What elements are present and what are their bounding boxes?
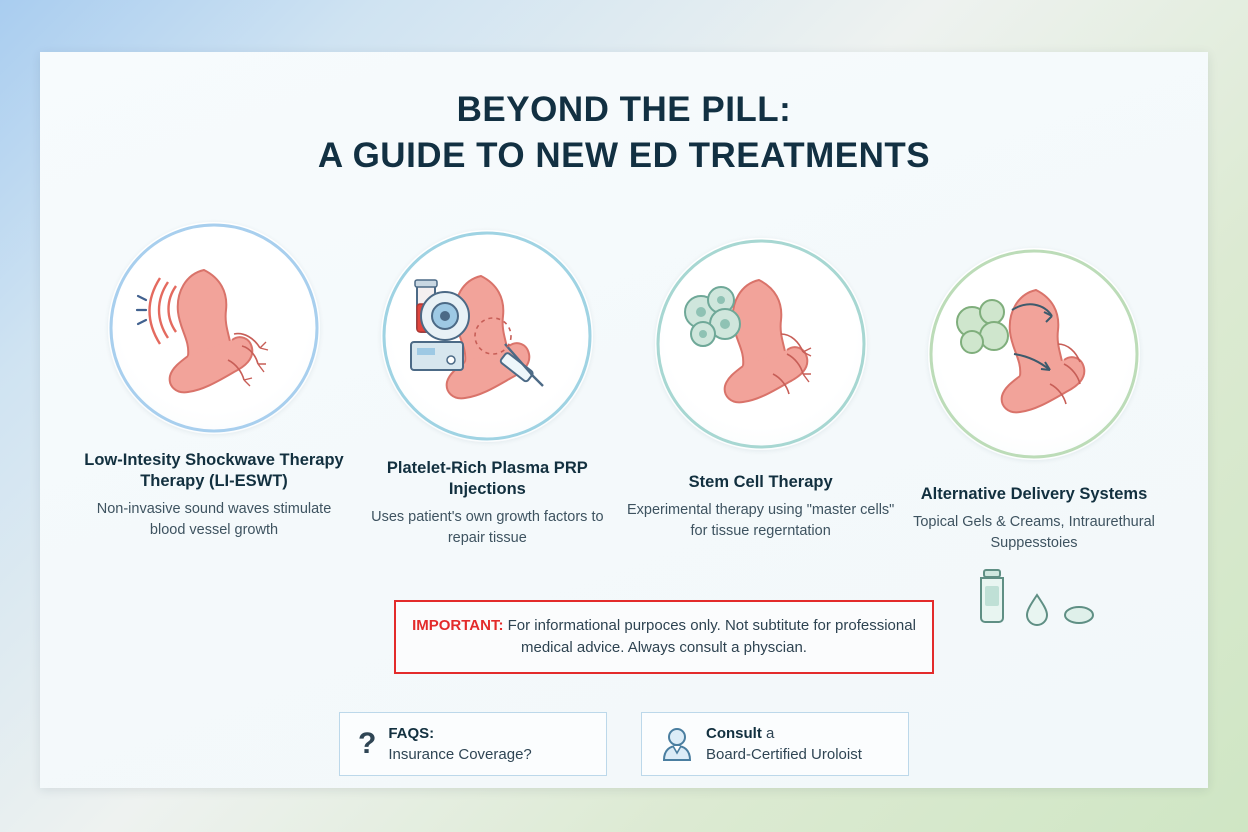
card-title: Alternative Delivery Systems	[920, 485, 1148, 503]
treatment-cards	[40, 222, 1208, 626]
footer-links	[40, 712, 1208, 776]
gel-drop-icon	[1024, 592, 1050, 626]
card-title: Platelet-Rich Plasma PRP Injections	[386, 459, 588, 498]
faq-label: FAQS:	[388, 725, 435, 742]
disclaimer-body: For informational purpoces only. Not subtitute for professional medical advice. Always consult a physcian.	[503, 617, 916, 656]
prp-injection-icon	[381, 230, 593, 442]
consult-subtext: Board-Certified Uroloist	[706, 746, 862, 763]
faq-text	[388, 723, 531, 765]
card-title: Low-Intesity Shockwave Therapy Therapy (LI-ESWT)	[84, 451, 344, 490]
card-illustration-circle	[655, 238, 867, 450]
disclaimer-label: IMPORTANT:	[412, 617, 504, 634]
card-illustration-circle	[381, 230, 593, 442]
card-illustration-circle	[108, 222, 320, 434]
title-line-2: A GUIDE TO NEW ED TREATMENTS	[317, 136, 931, 175]
title-line-1: BEYOND THE PILL:	[456, 90, 792, 129]
disclaimer-text	[396, 615, 932, 659]
stem-cell-icon	[655, 238, 867, 450]
consult-label-rest: a	[761, 725, 775, 742]
cream-tube-icon	[972, 568, 1012, 626]
card-description: Non-invasive sound waves stimulate blood vessel growth	[96, 501, 332, 538]
infographic-poster	[40, 52, 1208, 788]
card-description: Topical Gels & Creams, Intraurethural Suppesstoies	[913, 514, 1155, 551]
shockwave-anatomy-icon	[108, 222, 320, 434]
card-stem-cell-therapy	[627, 222, 895, 626]
card-description: Experimental therapy using "master cells" for tissue regerntation	[626, 502, 895, 539]
card-illustration-circle	[928, 248, 1140, 460]
suppository-tablet-icon	[1062, 604, 1096, 626]
doctor-icon	[660, 726, 694, 762]
important-disclaimer	[394, 600, 934, 674]
card-shockwave-therapy	[80, 222, 348, 626]
consult-box[interactable]	[641, 712, 909, 776]
card-prp-injections	[353, 222, 621, 626]
consult-text	[706, 723, 862, 765]
question-mark-icon: ?	[358, 727, 377, 760]
faq-subtext: Insurance Coverage?	[388, 746, 532, 763]
card-description: Uses patient's own growth factors to repair tissue	[371, 509, 604, 546]
delivery-product-icons	[900, 568, 1168, 626]
consult-label: Consult	[706, 725, 762, 742]
page-title	[40, 88, 1208, 180]
faq-box[interactable]	[339, 712, 607, 776]
card-alternative-delivery	[900, 222, 1168, 626]
alternative-delivery-icon	[928, 248, 1140, 460]
card-title: Stem Cell Therapy	[688, 473, 833, 491]
